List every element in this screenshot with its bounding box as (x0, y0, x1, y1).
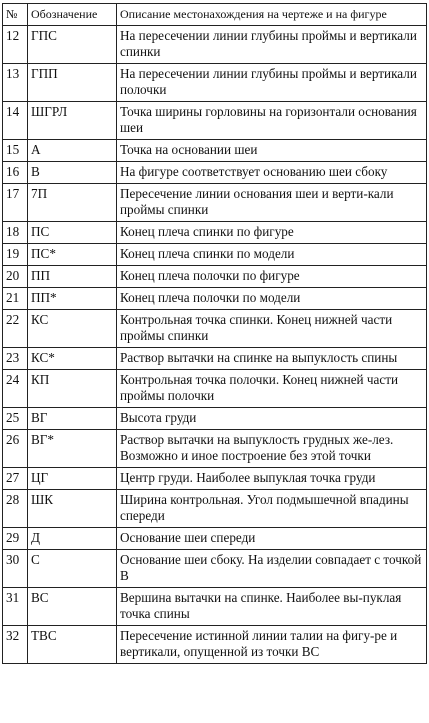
row-description: На пересечении линии глубины проймы и вертикали полочки (117, 64, 427, 102)
row-designation: С (28, 550, 117, 588)
table-row (3, 310, 427, 348)
table-row (3, 348, 427, 370)
table-row (3, 490, 427, 528)
row-designation: ТВС (28, 626, 117, 664)
table-row (3, 244, 427, 266)
table-row (3, 162, 427, 184)
table-row (3, 430, 427, 468)
row-designation: 7П (28, 184, 117, 222)
row-designation: В (28, 162, 117, 184)
table-row (3, 184, 427, 222)
row-designation: ГПС (28, 26, 117, 64)
row-designation: Д (28, 528, 117, 550)
row-designation: КС (28, 310, 117, 348)
row-number: 19 (3, 244, 28, 266)
table-body (3, 26, 427, 664)
table-row (3, 222, 427, 244)
row-number: 20 (3, 266, 28, 288)
row-designation: ПС* (28, 244, 117, 266)
row-description: Ширина контрольная. Угол подмышечной впадины спереди (117, 490, 427, 528)
row-description: Конец плеча спинки по фигуре (117, 222, 427, 244)
row-number: 22 (3, 310, 28, 348)
row-description: Конец плеча полочки по модели (117, 288, 427, 310)
row-designation: ВГ* (28, 430, 117, 468)
row-description: На фигуре соответствует основанию шеи сбоку (117, 162, 427, 184)
row-number: 27 (3, 468, 28, 490)
header-description: Описание местонахождения на чертеже и на фигуре (117, 4, 427, 26)
table-row (3, 528, 427, 550)
table-row (3, 140, 427, 162)
row-designation: ЦГ (28, 468, 117, 490)
row-number: 23 (3, 348, 28, 370)
table-row (3, 26, 427, 64)
header-number: № (3, 4, 28, 26)
row-number: 21 (3, 288, 28, 310)
row-number: 18 (3, 222, 28, 244)
table-row (3, 550, 427, 588)
row-number: 13 (3, 64, 28, 102)
row-description: Высота груди (117, 408, 427, 430)
table-row (3, 266, 427, 288)
row-number: 28 (3, 490, 28, 528)
row-designation: ПС (28, 222, 117, 244)
row-description: Раствор вытачки на выпуклость грудных же-лез. Возможно и иное построение без этой точки (117, 430, 427, 468)
row-description: Контрольная точка полочки. Конец нижней части проймы полочки (117, 370, 427, 408)
row-description: Вершина вытачки на спинке. Наиболее вы-пуклая точка спины (117, 588, 427, 626)
row-designation: ВС (28, 588, 117, 626)
row-description: Точка на основании шеи (117, 140, 427, 162)
row-description: Пересечение линии основания шеи и верти-кали проймы спинки (117, 184, 427, 222)
row-description: Центр груди. Наиболее выпуклая точка груди (117, 468, 427, 490)
row-designation: ШГРЛ (28, 102, 117, 140)
row-description: Основание шеи сбоку. На изделии совпадает с точкой В (117, 550, 427, 588)
points-table (2, 3, 427, 664)
row-number: 17 (3, 184, 28, 222)
row-designation: А (28, 140, 117, 162)
row-number: 16 (3, 162, 28, 184)
row-designation: ВГ (28, 408, 117, 430)
table-row (3, 626, 427, 664)
row-description: Пересечение истинной линии талии на фигу-ре и вертикали, опущенной из точки ВС (117, 626, 427, 664)
row-number: 32 (3, 626, 28, 664)
row-designation: ШК (28, 490, 117, 528)
row-number: 30 (3, 550, 28, 588)
row-number: 25 (3, 408, 28, 430)
row-number: 12 (3, 26, 28, 64)
row-number: 15 (3, 140, 28, 162)
row-number: 31 (3, 588, 28, 626)
table-row (3, 468, 427, 490)
row-number: 24 (3, 370, 28, 408)
table-row (3, 588, 427, 626)
row-description: Раствор вытачки на спинке на выпуклость спины (117, 348, 427, 370)
row-number: 14 (3, 102, 28, 140)
table-row (3, 64, 427, 102)
row-description: Контрольная точка спинки. Конец нижней части проймы спинки (117, 310, 427, 348)
row-number: 29 (3, 528, 28, 550)
table-row (3, 408, 427, 430)
table-row (3, 102, 427, 140)
row-description: Конец плеча полочки по фигуре (117, 266, 427, 288)
row-designation: КС* (28, 348, 117, 370)
table-row (3, 370, 427, 408)
row-designation: КП (28, 370, 117, 408)
row-description: Точка ширины горловины на горизонтали основания шеи (117, 102, 427, 140)
row-description: На пересечении линии глубины проймы и вертикали спинки (117, 26, 427, 64)
row-description: Основание шеи спереди (117, 528, 427, 550)
table-row (3, 288, 427, 310)
row-designation: ПП* (28, 288, 117, 310)
row-designation: ГПП (28, 64, 117, 102)
row-description: Конец плеча спинки по модели (117, 244, 427, 266)
row-number: 26 (3, 430, 28, 468)
table-header-row (3, 4, 427, 26)
header-designation: Обозначение (28, 4, 117, 26)
row-designation: ПП (28, 266, 117, 288)
